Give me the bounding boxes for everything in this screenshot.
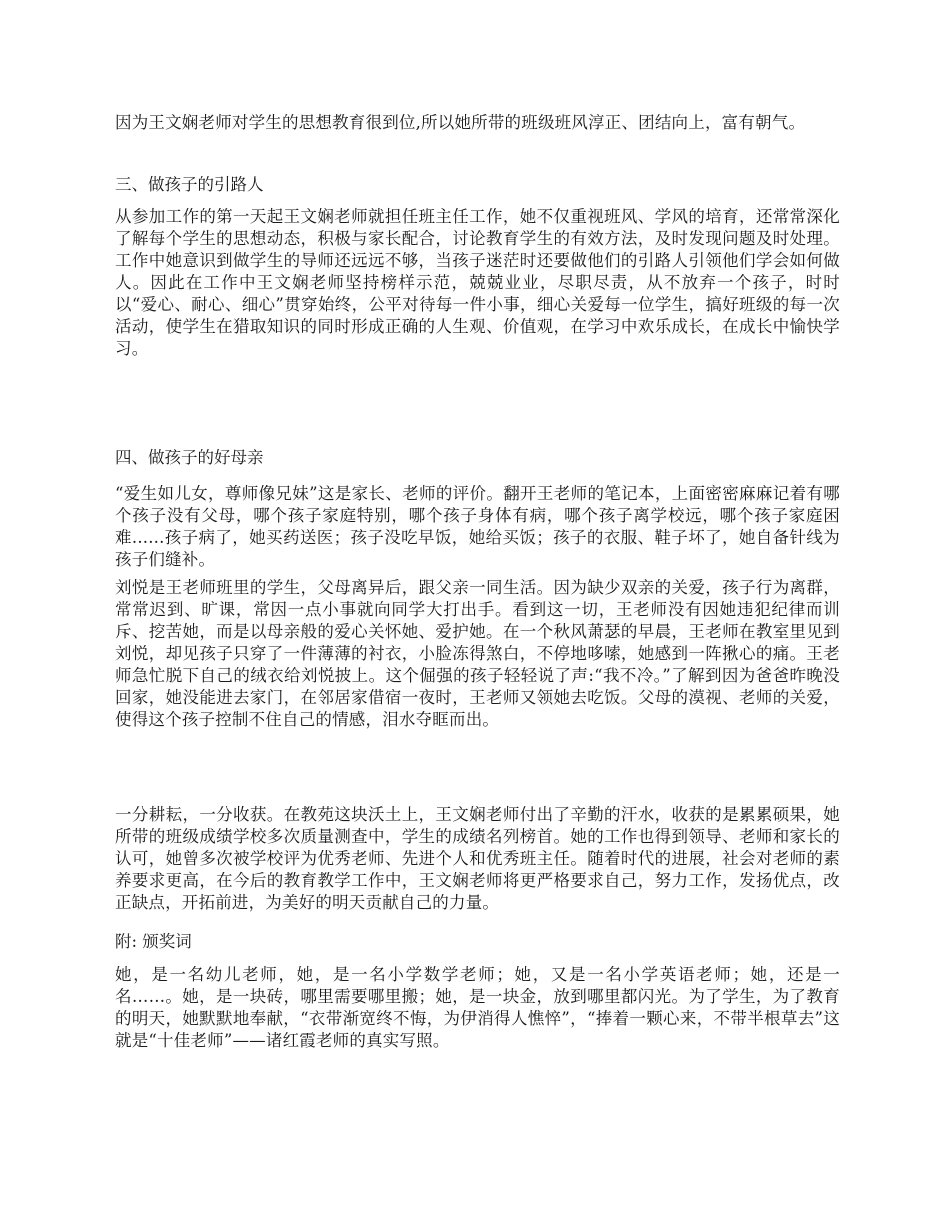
section-heading-mother: 四、做孩子的好母亲 <box>115 448 264 467</box>
section-heading-guide: 三、做孩子的引路人 <box>115 175 264 194</box>
award-heading: 附: 颁奖词 <box>115 932 192 951</box>
paragraph-class-spirit: 因为王文娴老师对学生的思想教育很到位,所以她所带的班级班风淳正、团结向上，富有朝气。 <box>115 113 806 132</box>
paragraph-guide: 从参加工作的第一天起王文娴老师就担任班主任工作，她不仅重视班风、学风的培育，还常常深化了解每个学生的思想动态，积极与家长配合，讨论教育学生的有效方法，及时发现问题及时处理。工作中她意识到做学生的导师还远远不够，当孩子迷茫时还要做他们的引路人引领他们学会如何做人。因此在工作中王文娴老师坚持榜样示范，兢兢业业，尽职尽责，从不放弃一个孩子，时时以“爱心、耐心、细心”贯穿始终，公平对待每一件小事，细心关爱每一位学生，搞好班级的每一次活动，使学生在猎取知识的同时形成正确的人生观、价值观，在学习中欢乐成长，在成长中愉快学习。 <box>115 207 840 358</box>
paragraph-liuyue: 刘悦是王老师班里的学生，父母离异后，跟父亲一同生活。因为缺少双亲的关爱，孩子行为离群，常常迟到、旷课，常因一点小事就向同学大打出手。看到这一切，王老师没有因她违犯纪律而训斥、挖苦她，而是以母亲般的爱心关怀她、爱护她。在一个秋风萧瑟的早晨，王老师在教室里见到刘悦，却见孩子只穿了一件薄薄的衬衣，小脸冻得煞白，不停地哆嗦，她感到一阵揪心的痛。王老师急忙脱下自己的绒衣给刘悦披上。这个倔强的孩子轻轻说了声:“我不冷。”了解到因为爸爸昨晚没回家，她没能进去家门，在邻居家借宿一夜时，王老师又领她去吃饭。父母的漠视、老师的关爱，使得这个孩子控制不住自己的情感，泪水夺眶而出。 <box>115 578 840 729</box>
paragraph-harvest: 一分耕耘，一分收获。在教苑这块沃土上，王文娴老师付出了辛勤的汗水，收获的是累累硕果，她所带的班级成绩学校多次质量测查中，学生的成绩名列榜首。她的工作也得到领导、老师和家长的认可，她曾多次被学校评为优秀老师、先进个人和优秀班主任。随着时代的进展，社会对老师的素养要求更高，在今后的教育教学工作中，王文娴老师将更严格要求自己，努力工作，发扬优点，改正缺点，开拓前进，为美好的明天贡献自己的力量。 <box>115 805 840 912</box>
paragraph-award-speech: 她，是一名幼儿老师，她，是一名小学数学老师；她，又是一名小学英语老师；她，还是一名……。她，是一块砖，哪里需要哪里搬；她，是一块金，放到哪里都闪光。为了学生，为了教育的明天，她默默地奉献，“衣带渐宽终不悔，为伊消得人憔悴”，“捧着一颗心来，不带半根草去”这就是“十佳老师”——诸红霞老师的真实写照。 <box>115 965 840 1050</box>
paragraph-evaluation: “爱生如儿女，尊师像兄妹”这是家长、老师的评价。翻开王老师的笔记本，上面密密麻麻记着有哪个孩子没有父母，哪个孩子家庭特别，哪个孩子身体有病，哪个孩子离学校远，哪个孩子家庭困难......孩子病了，她买药送医；孩子没吃早饭，她给买饭；孩子的衣服、鞋子坏了，她自备针线为孩子们缝补。 <box>115 484 840 569</box>
